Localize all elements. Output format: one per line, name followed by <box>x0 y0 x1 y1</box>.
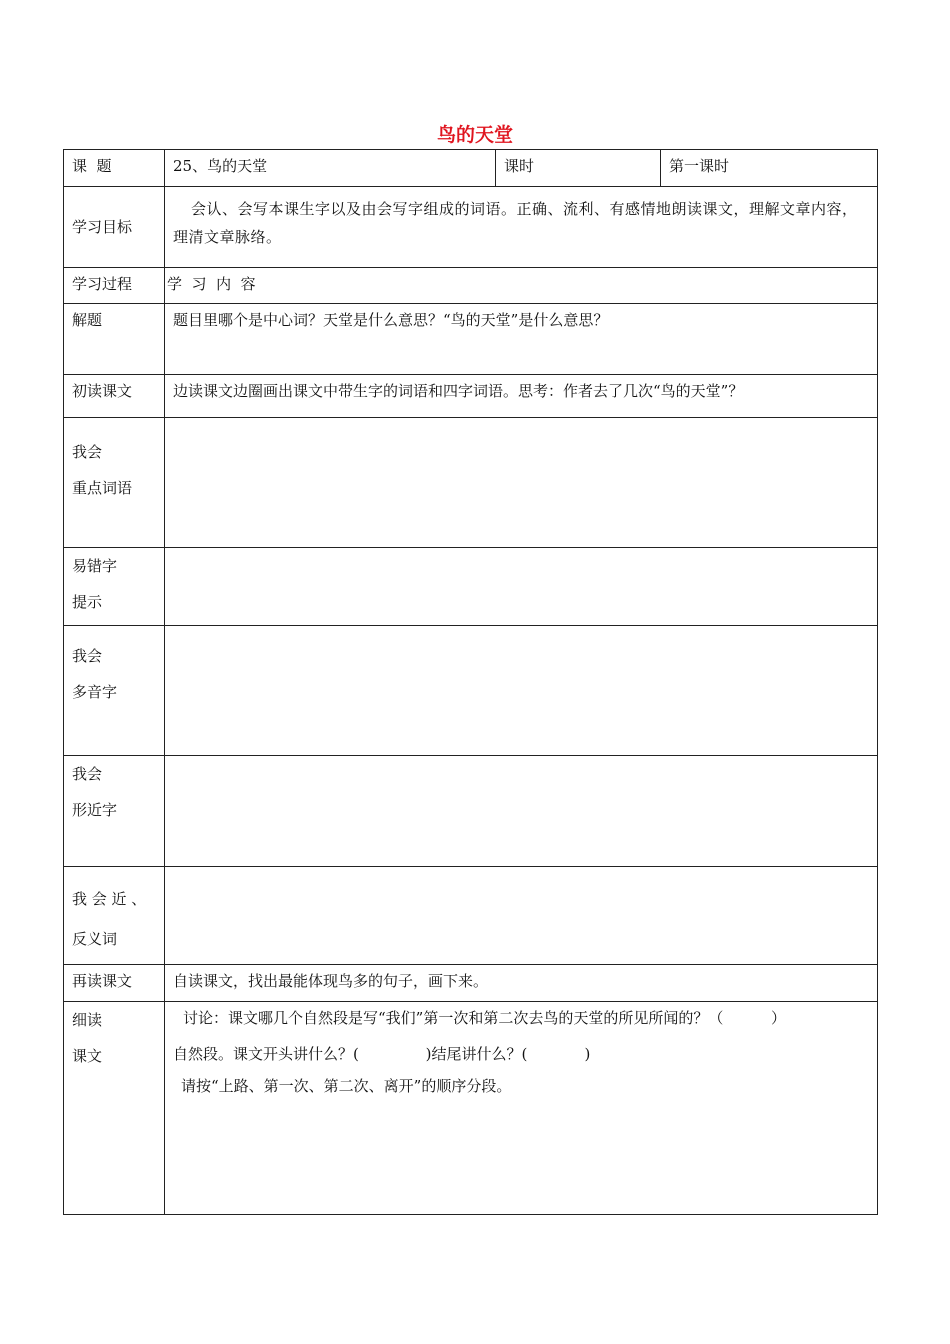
detail-line: 请按“上路、第一次、第二次、离开”的顺序分段。 <box>181 1077 512 1095</box>
row-label-line: 我 会 近 、 <box>72 890 147 908</box>
row-label: 再读课文 <box>64 965 165 1002</box>
topic-value: 25、鸟的天堂 <box>165 150 496 187</box>
row-label <box>64 626 165 756</box>
row-first-reading <box>64 375 878 418</box>
row-key-words <box>64 418 878 548</box>
row-close-reading <box>64 1002 878 1215</box>
row-label-line: 我会 <box>72 443 103 461</box>
row-text <box>165 548 878 626</box>
row-label <box>64 1002 165 1215</box>
row-text: 边读课文边圈画出课文中带生字的词语和四字词语。思考：作者去了几次“鸟的天堂”？ <box>165 375 878 418</box>
process-label: 学习过程 <box>64 268 165 304</box>
row-label-line: 课文 <box>72 1047 103 1065</box>
header-row <box>64 150 878 187</box>
detail-cell <box>165 1002 878 1215</box>
row-second-reading <box>64 965 878 1002</box>
document-title: 鸟的天堂 <box>436 124 513 146</box>
row-synonyms <box>64 867 878 965</box>
row-similar-chars <box>64 756 878 867</box>
row-label <box>64 756 165 867</box>
row-label-line: 提示 <box>72 593 103 611</box>
row-text: 题目里哪个是中心词？天堂是什么意思？“鸟的天堂”是什么意思？ <box>165 304 878 375</box>
row-label-line: 多音字 <box>72 683 118 701</box>
process-content-label: 学 习 内 容 <box>165 268 878 304</box>
row-label-line: 反义词 <box>72 930 118 948</box>
row-text <box>165 418 878 548</box>
goals-cell <box>165 187 878 268</box>
row-text <box>165 626 878 756</box>
row-label-line: 我会 <box>72 765 103 783</box>
detail-line: 自然段。课文开头讲什么？( )结尾讲什么？( ) <box>173 1045 591 1063</box>
row-label-line: 我会 <box>72 647 103 665</box>
row-label: 解题 <box>64 304 165 375</box>
row-text: 自读课文，找出最能体现鸟多的句子，画下来。 <box>165 965 878 1002</box>
row-label <box>64 867 165 965</box>
goals-label: 学习目标 <box>64 187 165 268</box>
row-solve-title <box>64 304 878 375</box>
goals-row <box>64 187 878 268</box>
row-label <box>64 418 165 548</box>
row-error-prone <box>64 548 878 626</box>
period-label: 课时 <box>496 150 661 187</box>
detail-line: 讨论：课文哪几个自然段是写“我们”第一次和第二次去鸟的天堂的所见所闻的？（ ） <box>183 1009 787 1027</box>
row-label-line: 易错字 <box>72 557 118 575</box>
row-text <box>165 756 878 867</box>
row-text <box>165 867 878 965</box>
row-label-line: 形近字 <box>72 801 118 819</box>
topic-label: 课 题 <box>64 150 165 187</box>
row-label-line: 细读 <box>72 1011 103 1029</box>
lesson-plan-table <box>63 149 878 1215</box>
goals-text: 会认、会写本课生字以及由会写字组成的词语。正确、流利、有感情地朗读课文，理解文章内容，理清文章脉络。 <box>173 200 858 246</box>
row-label-line: 重点词语 <box>72 479 133 497</box>
row-polyphones <box>64 626 878 756</box>
period-value: 第一课时 <box>661 150 878 187</box>
process-row <box>64 268 878 304</box>
row-label <box>64 548 165 626</box>
row-label: 初读课文 <box>64 375 165 418</box>
